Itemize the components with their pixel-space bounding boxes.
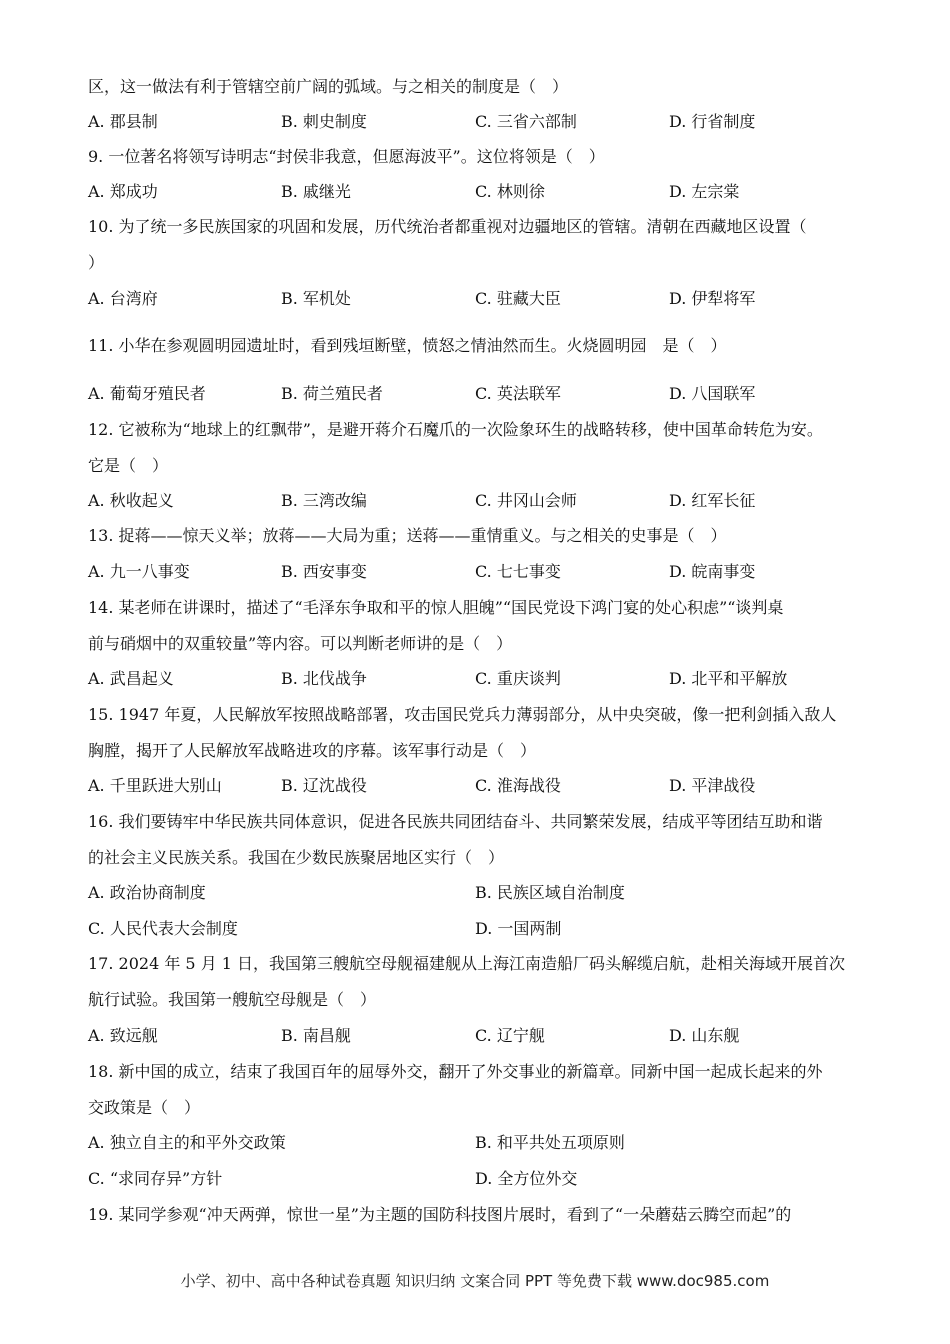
option-a: A. 政治协商制度 [88,883,206,902]
option-a: A. 武昌起义 [88,669,174,688]
option-b: B. 西安事变 [281,562,367,581]
option-a: A. 九一八事变 [88,562,190,581]
option-d: D. 山东舰 [669,1026,740,1045]
option-d: D. 左宗棠 [669,182,740,201]
question-9: 9. 一位著名将领写诗明志“封侯非我意，但愿海波平”。这位将领是（ ） [88,147,605,166]
option-a: A. 郡县制 [88,112,158,131]
question-text-line: 交政策是（ ） [88,1098,201,1117]
question-18: 18. 新中国的成立，结束了我国百年的屈辱外交，翻开了外交事业的新篇章。同新中国一起成长起来的外 [88,1062,823,1081]
option-b: B. 和平共处五项原则 [475,1133,625,1152]
question-16: 16. 我们要铸牢中华民族共同体意识，促进各民族共同团结奋斗、共同繁荣发展，结成平等团结互助和谐 [88,812,823,831]
option-d: D. 北平和平解放 [669,669,788,688]
page-footer: 小学、初中、高中各种试卷真题 知识归纳 文案合同 PPT 等免费下载 www.doc985.com [180,1272,770,1290]
question-12: 12. 它被称为“地球上的红飘带”，是避开蒋介石魔爪的一次险象环生的战略转移，使中国革命转危为安。 [88,420,823,439]
option-c: C. 辽宁舰 [475,1026,545,1045]
question-19: 19. 某同学参观“冲天两弹，惊世一星”为主题的国防科技图片展时，看到了“一朵蘑菇云腾空而起”的 [88,1205,792,1224]
option-c: C. 林则徐 [475,182,545,201]
option-c: C. 井冈山会师 [475,491,577,510]
option-a: A. 台湾府 [88,289,158,308]
question-13: 13. 捉蒋——惊天义举；放蒋——大局为重；送蒋——重情重义。与之相关的史事是（ ） [88,526,727,545]
option-d: D. 平津战役 [669,776,756,795]
option-d: D. 伊犁将军 [669,289,756,308]
option-c: C. 人民代表大会制度 [88,919,238,938]
question-text-line: 胸膛，揭开了人民解放军战略进攻的序幕。该军事行动是（ ） [88,741,537,760]
option-a: A. 独立自主的和平外交政策 [88,1133,286,1152]
option-c: C. 淮海战役 [475,776,561,795]
question-text-line: 区，这一做法有利于管辖空前广阔的弧域。与之相关的制度是（ ） [88,77,569,96]
option-a: A. 郑成功 [88,182,158,201]
option-a: A. 秋收起义 [88,491,174,510]
option-c: C. 重庆谈判 [475,669,561,688]
option-c: C. “求同存异”方针 [88,1169,223,1188]
question-text-line: 的社会主义民族关系。我国在少数民族聚居地区实行（ ） [88,848,505,867]
question-10: 10. 为了统一多民族国家的巩固和发展，历代统治者都重视对边疆地区的管辖。清朝在西藏地区设置（ [88,217,807,236]
option-b: B. 刺史制度 [281,112,367,131]
option-b: B. 南昌舰 [281,1026,351,1045]
question-15: 15. 1947 年夏，人民解放军按照战略部署，攻击国民党兵力薄弱部分，从中央突破，像一把利剑插入敌人 [88,705,837,724]
option-b: B. 军机处 [281,289,351,308]
option-c: C. 三省六部制 [475,112,577,131]
question-11: 11. 小华在参观圆明园遗址时，看到残垣断壁，愤怒之情油然而生。火烧圆明园 是（ ） [88,336,727,355]
option-d: D. 八国联军 [669,384,756,403]
option-c: C. 驻藏大臣 [475,289,561,308]
option-d: D. 行省制度 [669,112,756,131]
option-d: D. 红军长征 [669,491,756,510]
option-a: A. 千里跃进大别山 [88,776,222,795]
question-17: 17. 2024 年 5 月 1 日，我国第三艘航空母舰福建舰从上海江南造船厂码头解缆启航，赴相关海域开展首次 [88,954,846,973]
option-d: D. 全方位外交 [475,1169,578,1188]
question-text-line: 航行试验。我国第一艘航空母舰是（ ） [88,990,377,1009]
question-text-line: 前与硝烟中的双重较量”等内容。可以判断老师讲的是（ ） [88,634,513,653]
option-d: D. 一国两制 [475,919,562,938]
option-c: C. 七七事变 [475,562,561,581]
option-a: A. 葡萄牙殖民者 [88,384,206,403]
option-b: B. 戚继光 [281,182,351,201]
option-b: B. 三湾改编 [281,491,367,510]
option-b: B. 荷兰殖民者 [281,384,383,403]
option-b: B. 辽沈战役 [281,776,367,795]
option-c: C. 英法联军 [475,384,561,403]
option-b: B. 北伐战争 [281,669,367,688]
question-text-line: 它是（ ） [88,456,169,475]
option-b: B. 民族区域自治制度 [475,883,625,902]
question-14: 14. 某老师在讲课时，描述了“毛泽东争取和平的惊人胆魄”“国民党设下鸿门宴的处心积虑”“谈判桌 [88,598,784,617]
option-a: A. 致远舰 [88,1026,158,1045]
question-text-line: ） [88,253,105,272]
option-d: D. 皖南事变 [669,562,756,581]
